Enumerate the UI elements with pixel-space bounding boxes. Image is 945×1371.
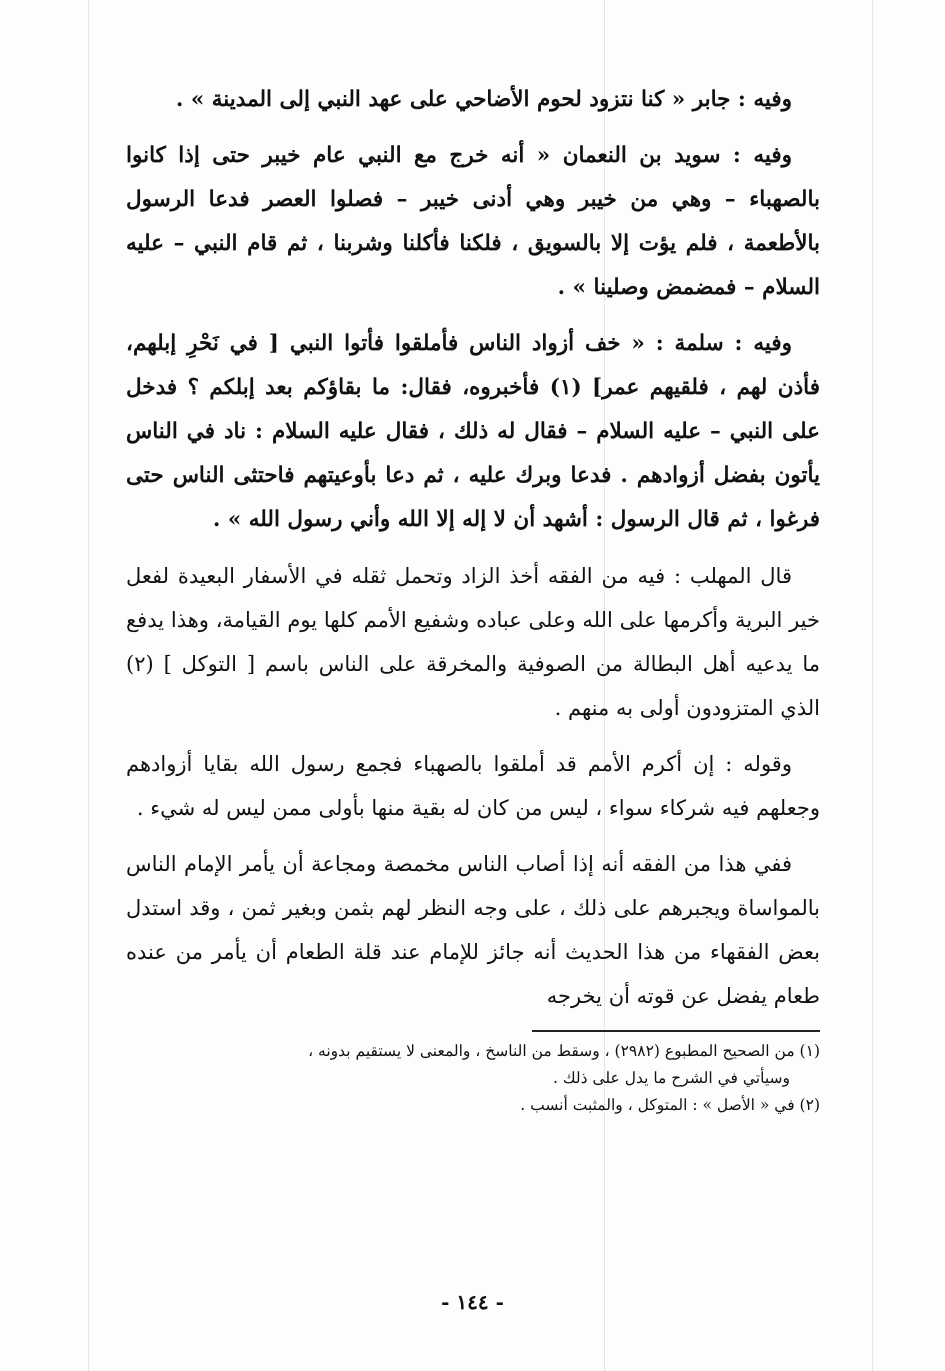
- footnote-divider: [532, 1030, 820, 1032]
- paragraph-6: ففي هذا من الفقه أنه إذا أصاب الناس مخمصة ومجاعة أن يأمر الإمام الناس بالمواساة ويجبرهم على ذلك ، على وجه النظر لهم بثمن وبغير ثمن ، وقد استدل بعض الفقهاء من هذا الحديث أنه جائز للإمام عند قلة الطعام أن يأمر من عنده طعام يفضل عن قوته أن يخرجه: [126, 852, 820, 1008]
- footnote-1-continuation: وسيأتي في الشرح ما يدل على ذلك .: [553, 1069, 790, 1087]
- paragraph-2: وفيه : سويد بن النعمان « أنه خرج مع النبي عام خيبر حتى إذا كانوا بالصهباء – وهي من خيبر وهي أدنى خيبر – فصلوا العصر فدعا الرسول بالأطعمة ، فلم يؤت إلا بالسويق ، فلكنا فأكلنا وشربنا ، ثم قام النبي – عليه السلام – فمضمض وصلينا » .: [126, 143, 820, 300]
- footnote-1: [126, 1038, 820, 1092]
- paragraph-5: وقوله : إن أكرم الأمم قد أملقوا بالصهباء فجمع رسول الله بقايا أزوادهم وجعلهم فيه شركاء سواء ، ليس من كان له بقية منها بأولى ممن ليس له شيء .: [126, 752, 820, 820]
- paragraph-3: وفيه : سلمة : « خف أزواد الناس فأملقوا فأتوا النبي [ في نَحْرِ إبلهم، فأذن لهم ، فلقيهم عمر] (١) فأخبروه، فقال: ما بقاؤكم بعد إبلكم ؟ فدخل على النبي – عليه السلام – فقال له ذلك ، فقال عليه السلام : ناد في الناس يأتون بفضل أزوادهم . فدعا وبرك عليه ، ثم دعا بأوعيتهم فاحتثى الناس حتى فرغوا ، ثم قال الرسول : أشهد أن لا إله إلا الله وأني رسول الله » .: [126, 331, 820, 532]
- scan-guide-right: [872, 0, 873, 1371]
- page-number: - ١٤٤ -: [441, 1290, 504, 1314]
- footnotes: [126, 1038, 820, 1119]
- footnote-2-text: (٢) في « الأصل » : المتوكل ، والمثبت أنسب .: [520, 1096, 820, 1114]
- paragraph-4: قال المهلب : فيه من الفقه أخذ الزاد وتحمل ثقله في الأسفار البعيدة لفعل خير البرية وأكرمها على الله وعلى عباده وشفيع الأمم كلها يوم القيامة، وهذا يدفع ما يدعيه أهل البطالة من الصوفية والمخرقة على الناس باسم [ التوكل ] (٢) الذي المتزودون أولى به منهم .: [126, 564, 821, 720]
- scan-guide-left: [88, 0, 89, 1371]
- page-body: [126, 78, 820, 1119]
- footnote-2: [126, 1092, 820, 1119]
- paragraph-1: وفيه : جابر « كنا نتزود لحوم الأضاحي على عهد النبي إلى المدينة » .: [175, 87, 792, 112]
- footnote-1-text: (١) من الصحيح المطبوع (٢٩٨٢) ، وسقط من الناسخ ، والمعنى لا يستقيم بدونه ،: [308, 1042, 820, 1060]
